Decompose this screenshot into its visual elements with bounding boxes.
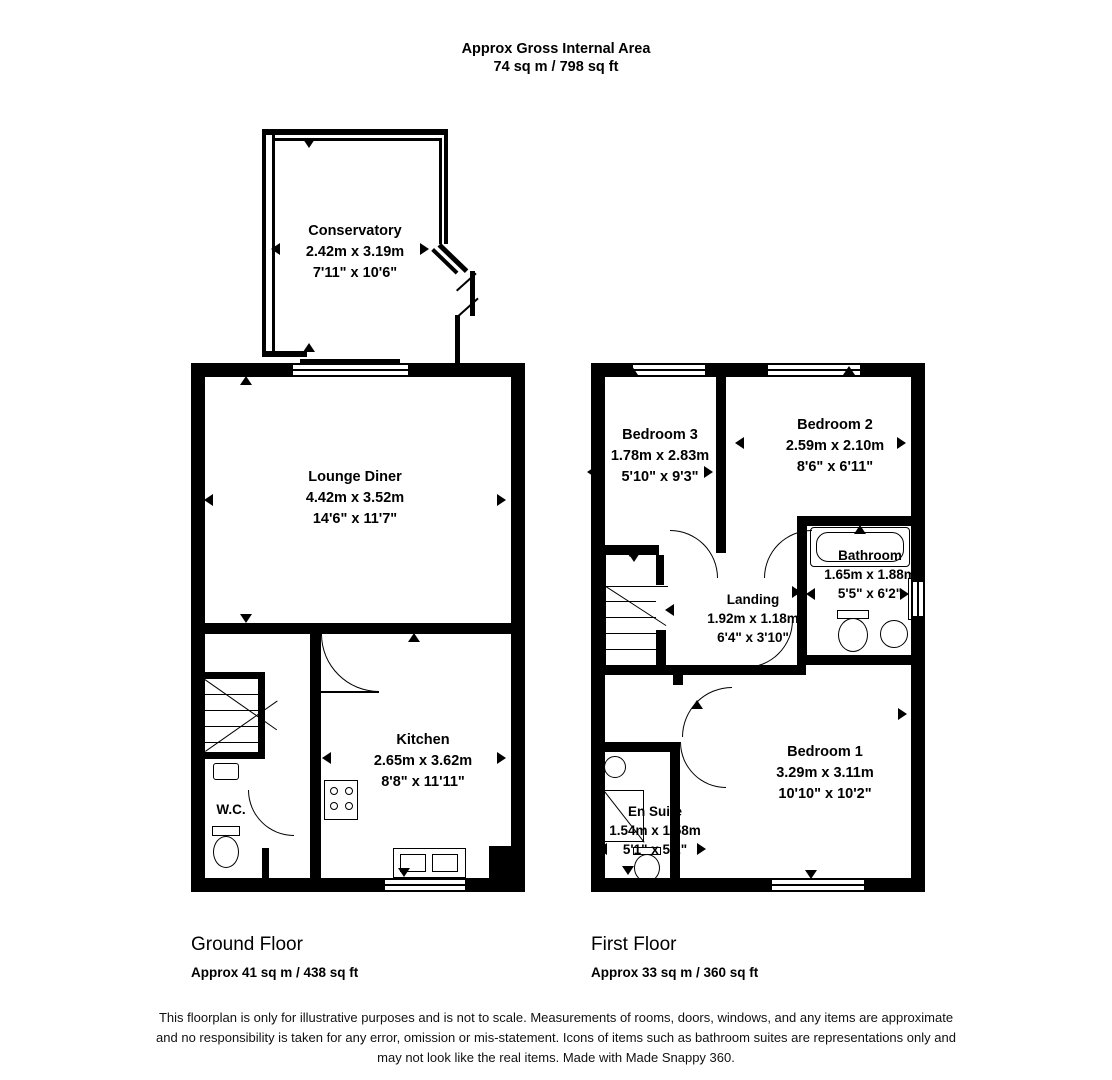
conservatory-door-leaf-2	[458, 298, 479, 317]
conservatory-depth-arrow-top	[303, 139, 315, 148]
bedroom3-door-arc	[670, 530, 718, 578]
stair-tread-1	[205, 694, 258, 695]
bathroom-toilet-cistern	[837, 610, 869, 619]
hob-ring-3	[330, 802, 338, 810]
first-wall-landing-left	[596, 545, 606, 675]
first-stair-diagonal	[605, 586, 666, 626]
bathroom-basin	[880, 620, 908, 648]
lounge-width-arrow-right	[497, 494, 506, 506]
bedroom2-width-arrow-left	[735, 437, 744, 449]
kitchen-hob	[324, 780, 358, 820]
conservatory-to-house-link	[455, 315, 460, 363]
bedroom3-width-arrow-right	[704, 466, 713, 478]
lounge-width-arrow-left	[204, 494, 213, 506]
ensuite-basin	[604, 756, 626, 778]
kitchen-width-arrow-right	[497, 752, 506, 764]
room-label-wc: W.C.	[216, 802, 246, 817]
ground-internal-wall-wc-top	[205, 672, 265, 679]
kitchen-door-arc	[321, 634, 379, 692]
stair-tread-4	[205, 742, 258, 743]
bedroom3-window-line	[633, 369, 705, 371]
ground-internal-wall-lounge-bottom	[191, 623, 321, 634]
bedroom1-depth-arrow-bottom	[805, 870, 817, 879]
kitchen-sink-basin	[400, 854, 426, 872]
stairs-ground	[205, 679, 258, 751]
kitchen-width-arrow-left	[322, 752, 331, 764]
wc-toilet-cistern	[212, 826, 240, 836]
ensuite-door-arc	[680, 742, 726, 788]
kitchen-bottom-window-line	[385, 884, 465, 886]
gross-area-label: Approx Gross Internal Area	[461, 41, 651, 57]
bath-tub-inner	[816, 532, 904, 562]
landing-depth-arrow-bottom	[691, 700, 703, 709]
first-floor-plan	[560, 0, 1112, 980]
room-label-bedroom1: Bedroom 1 3.29m x 3.11m 10'10" x 10'2"	[776, 744, 874, 802]
first-stair-tread-3	[606, 633, 656, 634]
room-label-bathroom: Bathroom 1.65m x 1.88m 5'5" x 6'2"	[824, 548, 916, 601]
room-label-landing: Landing 1.92m x 1.18m 6'4" x 3'10"	[707, 592, 799, 645]
bedroom2-width-arrow-right	[897, 437, 906, 449]
first-floor-subtitle: Approx 33 sq m / 360 sq ft	[591, 965, 759, 980]
conservatory-wall-top-inner	[272, 138, 442, 141]
ensuite-toilet-cistern	[633, 847, 661, 855]
ensuite-width-arrow-left	[598, 843, 607, 855]
landing-width-arrow-right	[792, 586, 801, 598]
room-label-bedroom2: Bedroom 2 2.59m x 2.10m 8'6" x 6'11"	[785, 417, 885, 475]
bedroom1-door-arc	[682, 687, 732, 737]
conservatory-wall-bottom	[262, 351, 307, 357]
disclaimer-line-2: and no responsibility is taken for any error, omission or mis-statement. Icons of items such as bathroom suites are representations only and	[156, 1030, 956, 1045]
conservatory-wall-top	[262, 129, 448, 135]
disclaimer-line-1: This floorplan is only for illustrative purposes and is not to scale. Measurements of rooms, doors, windows, and any items are approximate	[158, 1010, 954, 1025]
wc-door-jamb	[262, 848, 269, 878]
room-label-lounge-diner: Lounge Diner 4.42m x 3.52m 14'6" x 11'7"	[305, 469, 405, 527]
first-stair-newel	[656, 630, 666, 666]
ground-wall-bottom	[191, 878, 525, 892]
lounge-depth-arrow-bottom	[240, 614, 252, 623]
bedroom1-window-line	[772, 884, 864, 886]
bathroom-toilet	[838, 618, 868, 652]
bathroom-width-arrow-right	[900, 588, 909, 600]
ground-internal-wall-kitchen-top	[321, 623, 525, 634]
ground-floor-plan	[0, 0, 560, 980]
bedroom1-width-arrow-right	[898, 708, 907, 720]
ground-top-window-line	[293, 369, 408, 371]
ensuite-depth-arrow-bottom	[622, 866, 634, 875]
room-label-ensuite: En Suite 1.54m x 1.58m 5'1" x 5'2"	[609, 804, 701, 857]
hob-ring-1	[330, 787, 338, 795]
conservatory-width-arrow-right	[420, 243, 429, 255]
first-wall-bed1-top	[678, 665, 806, 675]
first-wall-bath-bottom	[797, 655, 925, 665]
kitchen-sink-drainer	[432, 854, 458, 872]
bedroom3-width-arrow-left	[587, 466, 596, 478]
first-stair-tread-4	[606, 649, 656, 650]
room-label-bedroom3: Bedroom 3 1.78m x 2.83m 5'10" x 9'3"	[610, 427, 710, 485]
first-wall-stair-right	[656, 555, 664, 585]
landing-width-arrow-left	[665, 604, 674, 616]
ground-internal-wall-kitchen-left	[310, 634, 321, 892]
hob-ring-2	[345, 787, 353, 795]
ground-floor-title: Ground Floor	[191, 934, 303, 955]
kitchen-depth-arrow-top	[408, 633, 420, 642]
room-label-conservatory: Conservatory 2.42m x 3.19m 7'11" x 10'6"	[305, 223, 405, 281]
ground-floor-subtitle: Approx 41 sq m / 438 sq ft	[191, 965, 359, 980]
kitchen-door-leaf	[321, 691, 379, 693]
wc-toilet-bowl	[213, 836, 239, 868]
disclaimer-line-3: may not look like the real items. Made with Made Snappy 360.	[377, 1050, 735, 1065]
gross-area-value: 74 sq m / 798 sq ft	[493, 59, 619, 75]
first-wall-landing-bottom	[591, 665, 683, 675]
bedroom2-depth-arrow-top	[843, 366, 855, 375]
ensuite-width-arrow-right	[697, 843, 706, 855]
first-wall-ensuite-top	[591, 742, 680, 752]
ensuite-toilet	[634, 854, 660, 882]
lounge-depth-arrow-top	[240, 376, 252, 385]
kitchen-unit-right	[489, 846, 511, 878]
first-stair-tread-2	[606, 617, 656, 618]
conservatory-depth-arrow-bottom	[303, 343, 315, 352]
room-label-kitchen: Kitchen 2.65m x 3.62m 8'8" x 11'11"	[373, 732, 473, 790]
ground-internal-wall-wc-bottom	[205, 752, 265, 759]
disclaimer	[100, 1008, 1012, 1068]
conservatory-width-arrow-left	[271, 243, 280, 255]
landing-depth-arrow-top	[628, 553, 640, 562]
bedroom3-depth-arrow-top	[626, 366, 638, 375]
wc-basin	[213, 763, 239, 780]
hob-ring-4	[345, 802, 353, 810]
first-stair-diagonal-2	[606, 586, 668, 587]
wc-door-arc	[248, 790, 294, 836]
first-wall-landing-stub	[673, 665, 683, 685]
stair-tread-3	[205, 726, 258, 727]
first-floor-title: First Floor	[591, 934, 677, 955]
